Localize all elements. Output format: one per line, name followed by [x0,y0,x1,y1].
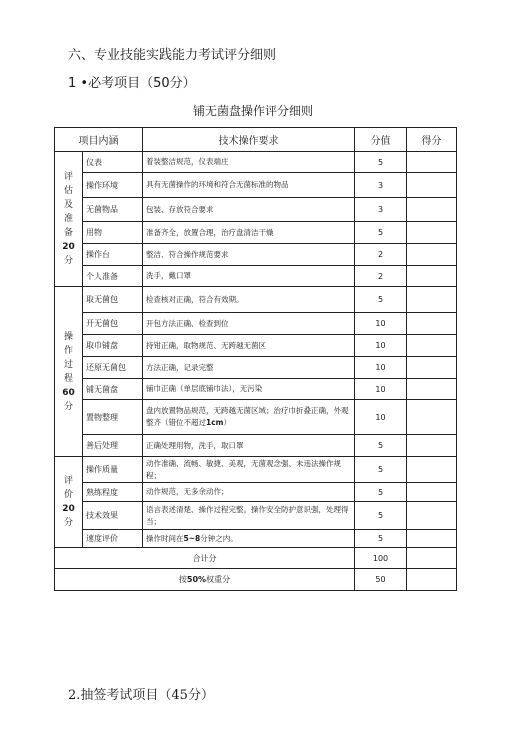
table-row [55,435,457,457]
requirement-main: 检查核对正确，符合有效期。 [146,294,244,304]
score-cell [407,530,457,548]
requirement-main: 整洁、符合操作规范要求 [146,249,229,259]
group-label-char: 及 [63,200,73,210]
table-body [55,152,457,591]
total-label: 合计分 [55,548,355,569]
requirement-main: 动作准确、流畅、敏捷、美观，无菌观念强、未违法操作规程； [146,458,341,480]
requirement-text [143,173,355,198]
table-row [55,173,457,198]
item-name: 操作环境 [83,173,143,198]
requirement-text [143,457,355,483]
item-name: 善后处理 [83,435,143,457]
score-cell [407,152,457,173]
point-value: 5 [355,502,407,530]
requirement-text [143,152,355,173]
table-row [55,222,457,244]
scoring-table [54,127,457,591]
item-name: 取巾铺盘 [83,335,143,357]
requirement-text [143,198,355,222]
header-requirement: 技术操作要求 [143,128,355,152]
point-value: 5 [355,435,407,457]
weighted-label [55,569,355,591]
item-name: 速度评价 [83,530,143,548]
point-value: 10 [355,335,407,357]
requirement-emphasis: 1cm [206,418,224,427]
weighted-label-pre: 按 [178,575,187,584]
point-value: 10 [355,313,407,335]
point-value: 3 [355,198,407,222]
item-name: 技术效果 [83,502,143,530]
item-name: 无菌物品 [83,198,143,222]
requirement-main: 语言表述清楚、操作过程完整。操作安全防护意识强，处理得当； [146,504,349,526]
requirement-text [143,530,355,548]
item-name: 置物整理 [83,400,143,435]
table-row [55,266,457,287]
requirement-main: 动作规范，无多余动作； [146,487,229,496]
requirement-text [143,483,355,502]
item-name: 仪表 [83,152,143,173]
item-name: 操作台 [83,244,143,266]
requirement-text [143,400,355,435]
table-row [55,335,457,357]
table-caption: 铺无菌盘操作评分细则 [192,104,313,118]
requirement-tail: ） [223,418,231,427]
requirement-main: 方法正确，记录完整 [146,362,214,372]
table-row [55,152,457,173]
group-label-char: 准 [63,214,73,224]
group-label-char: 作 [63,345,73,356]
score-cell [407,379,457,400]
table-row [55,198,457,222]
group-points-unit: 分 [63,256,73,266]
table-row [55,400,457,435]
point-value: 5 [355,457,407,483]
requirement-text [143,357,355,379]
requirement-main: 包装、存放符合要求 [146,204,214,214]
score-cell [407,244,457,266]
group-label-char: 评 [63,476,73,486]
group-label-char: 程 [63,373,73,384]
requirement-text [143,335,355,357]
point-value: 5 [355,152,407,173]
table-row [55,379,457,400]
lottery-items-heading: 2.抽签考试项目（45分） [68,688,214,703]
item-name: 个人准备 [83,266,143,287]
requirement-main: 正确处理用物，洗手，取口罩 [146,440,244,450]
group-label-char: 价 [63,490,73,500]
weighted-label-post: 权重分 [206,575,231,584]
requirement-tail: 分钟之内。 [200,533,238,543]
score-cell [407,198,457,222]
group-points: 60 [62,387,75,398]
requirement-text [143,313,355,335]
requirement-text [143,287,355,313]
total-row [55,548,457,569]
score-cell [407,313,457,335]
score-cell [407,173,457,198]
requirement-text [143,244,355,266]
score-cell [407,502,457,530]
group-label-cell [55,457,83,548]
group-label-char: 操 [63,331,73,342]
point-value: 10 [355,379,407,400]
point-value: 2 [355,266,407,287]
header-content: 项目内涵 [55,128,143,152]
required-items-heading: 1 •必考项目（50分） [68,76,196,91]
item-name: 操作质量 [83,457,143,483]
requirement-text [143,435,355,457]
score-cell [407,483,457,502]
item-name: 取无菌包 [83,287,143,313]
group-label-char: 估 [63,186,73,196]
score-cell [407,357,457,379]
item-name: 还原无菌包 [83,357,143,379]
table-row [55,483,457,502]
item-name: 开无菌包 [83,313,143,335]
score-cell [407,435,457,457]
group-label-cell [55,287,83,457]
requirement-text [143,502,355,530]
score-cell [407,335,457,357]
group-points-unit: 分 [63,518,73,528]
point-value: 5 [355,287,407,313]
group-label-char: 评 [63,172,73,182]
item-name: 铺无菌盘 [83,379,143,400]
total-value: 100 [355,548,407,569]
table-row [55,357,457,379]
table-row [55,287,457,313]
weighted-row [55,569,457,591]
group-points: 20 [62,504,75,514]
item-name: 用物 [83,222,143,244]
requirement-main: 铺巾正确（单层底铺巾法），无污染 [146,384,263,393]
point-value: 3 [355,173,407,198]
section-heading: 六、专业技能实践能力考试评分细则 [68,48,277,63]
requirement-main: 盘内放置物品规范，无跨越无菌区域；治疗巾折叠正确，外观整齐（错位不超过 [146,406,349,427]
table-row [55,457,457,483]
table-row [55,313,457,335]
requirement-main: 着装整洁规范，仪表端庄 [146,157,229,166]
table-row [55,244,457,266]
requirement-text [143,222,355,244]
table-row [55,530,457,548]
score-cell [407,548,457,569]
weighted-label-bold: 50% [186,575,207,584]
point-value: 5 [355,530,407,548]
table-row [55,502,457,530]
header-score: 得分 [407,128,457,152]
requirement-main: 操作时间在 [146,533,184,543]
score-cell [407,569,457,591]
requirement-text [143,379,355,400]
score-cell [407,222,457,244]
score-cell [407,457,457,483]
group-label-char: 备 [63,228,73,238]
point-value: 10 [355,357,407,379]
requirement-main: 开包方法正确、检查到位 [146,318,229,328]
requirement-main: 持钳正确，取物规范、无跨越无菌区 [146,340,266,350]
item-name: 熟练程度 [83,483,143,502]
weighted-value: 50 [355,569,407,591]
score-cell [407,400,457,435]
requirement-main: 具有无菌操作的环境和符合无菌标准的物品 [146,180,289,189]
group-label-cell [55,152,83,287]
score-cell [407,266,457,287]
group-points-unit: 分 [63,401,73,412]
table-header-row [55,128,457,152]
point-value: 5 [355,483,407,502]
requirement-emphasis: 5~8 [183,533,201,543]
requirement-main: 准备齐全，放置合理，治疗盘清洁干燥 [146,227,274,237]
point-value: 5 [355,222,407,244]
score-cell [407,287,457,313]
requirement-text [143,266,355,287]
point-value: 2 [355,244,407,266]
group-label-char: 过 [63,359,73,370]
header-value: 分值 [355,128,407,152]
requirement-main: 洗手，戴口罩 [146,271,191,280]
point-value: 10 [355,400,407,435]
group-points: 20 [62,242,75,252]
